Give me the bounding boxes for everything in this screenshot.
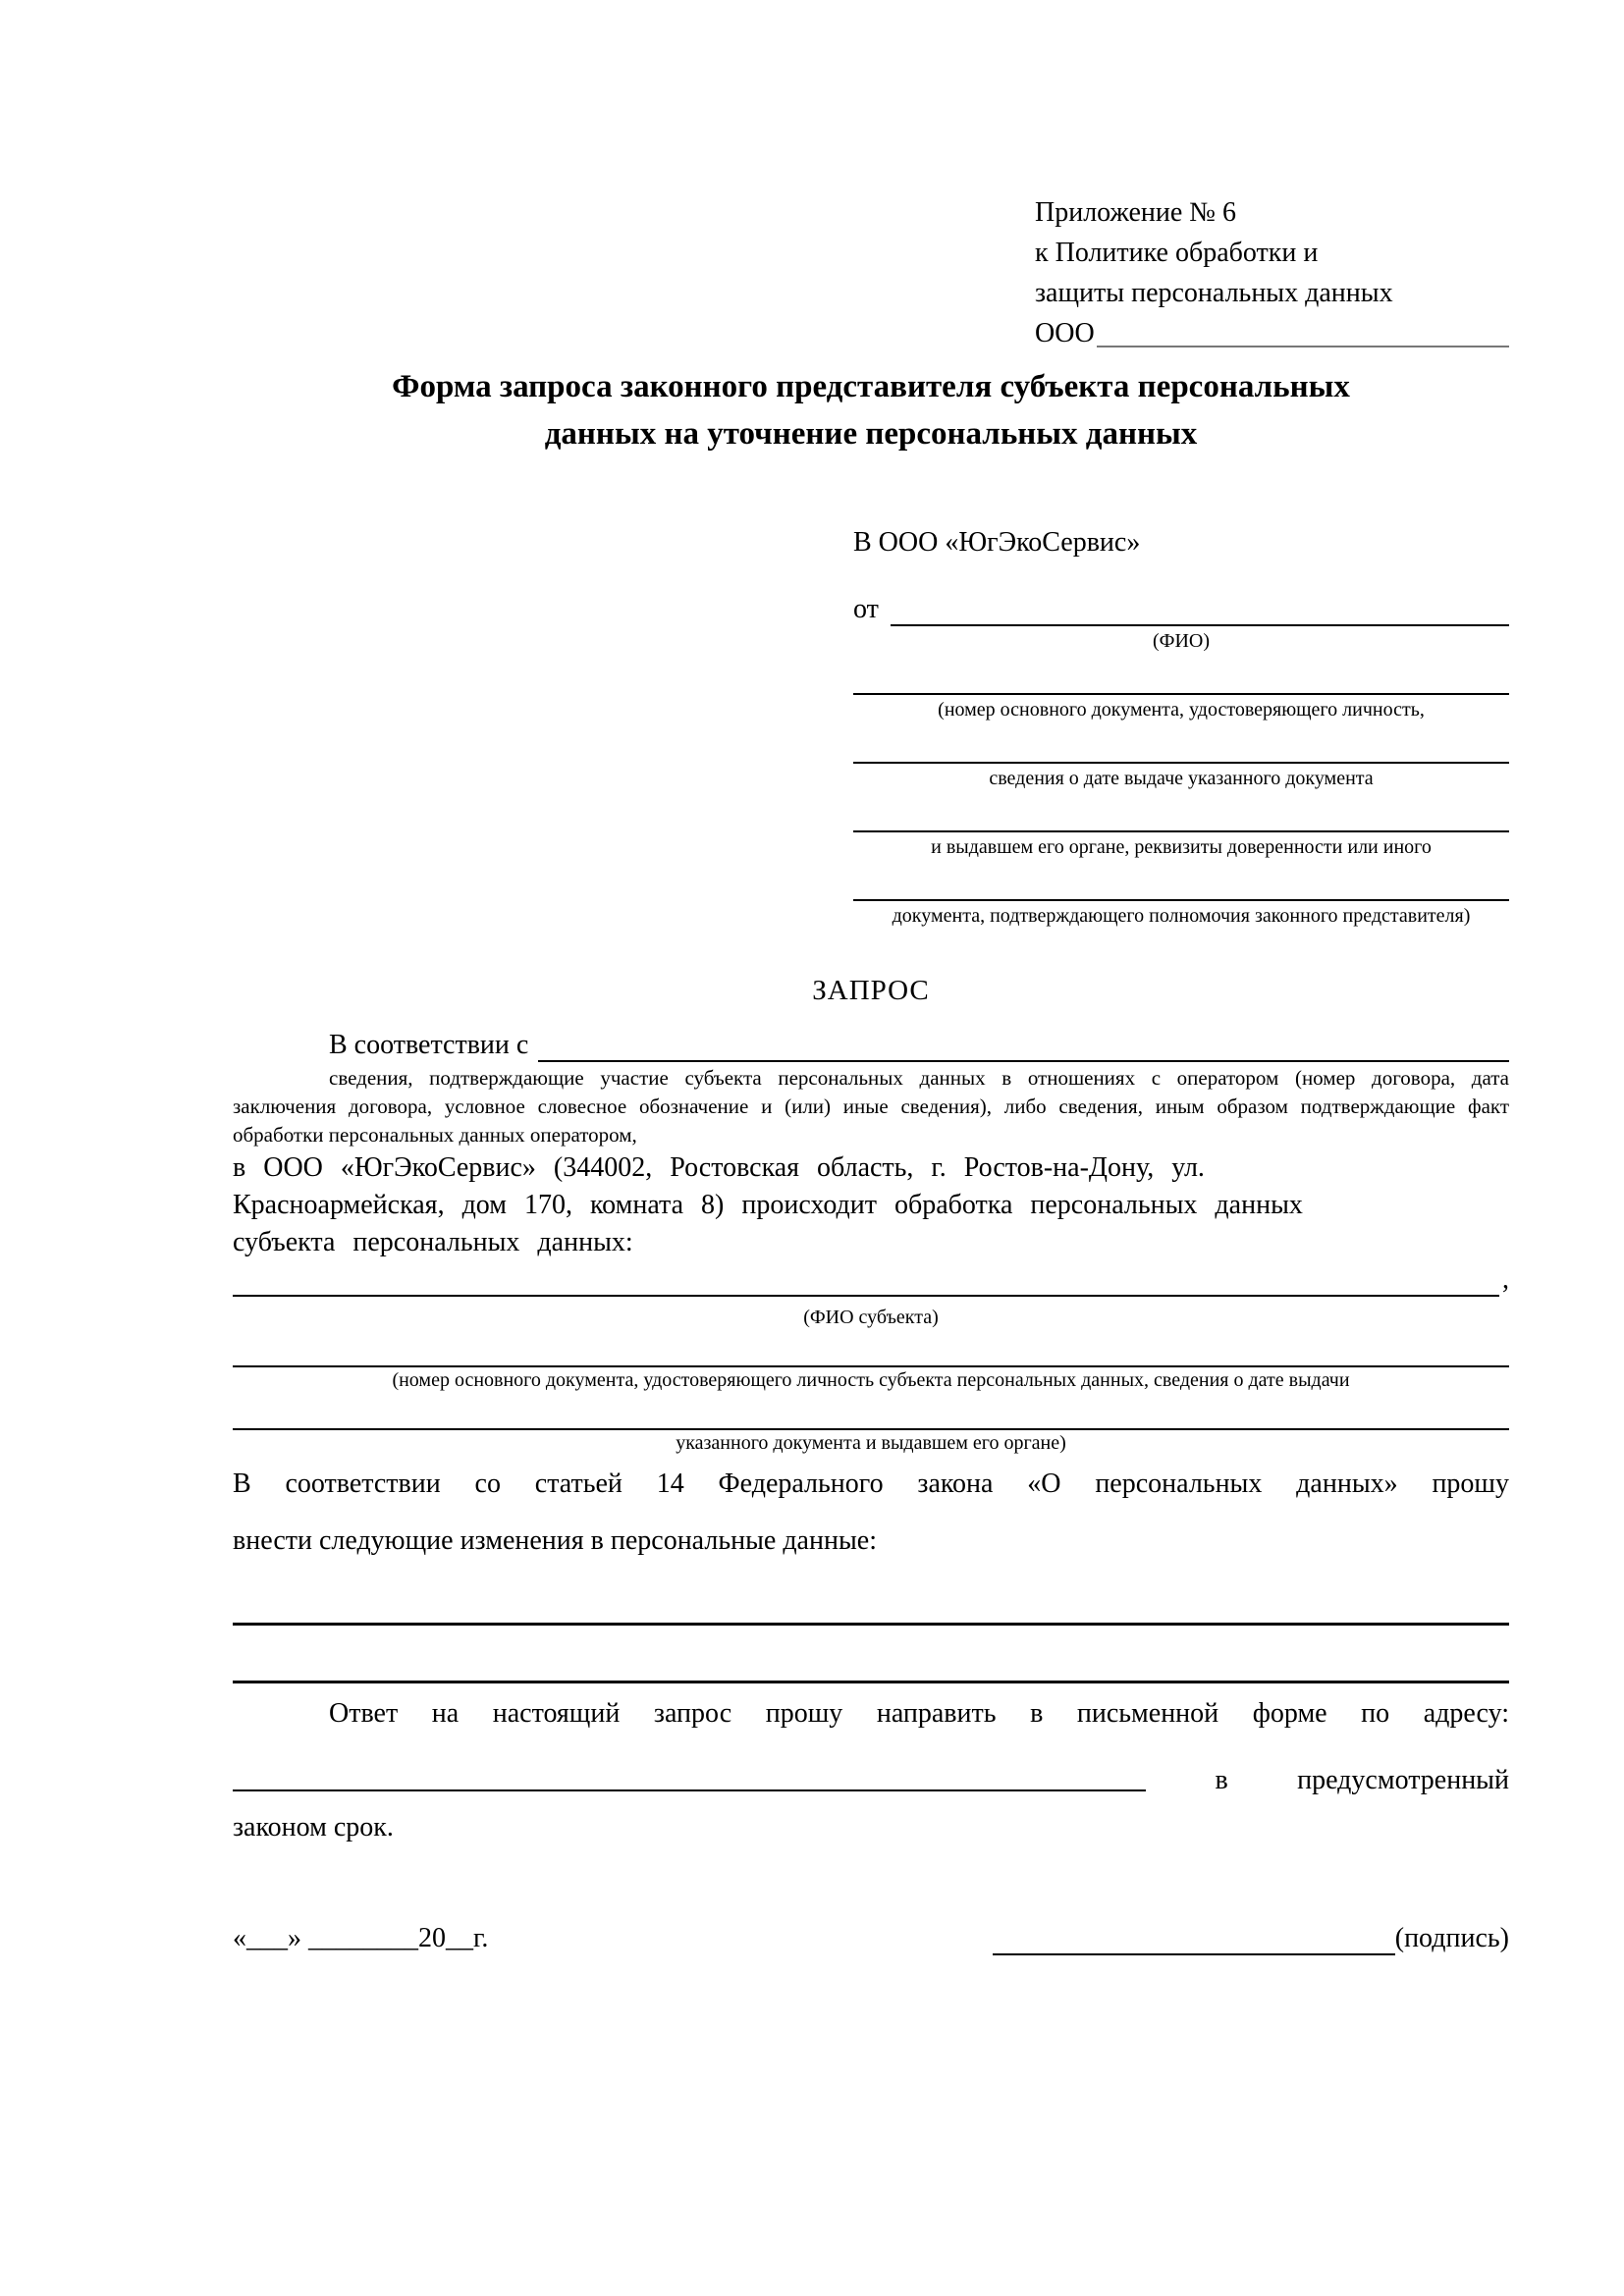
doc-issue-date-blank-line xyxy=(853,722,1509,764)
subject-doc-caption-1: (номер основного документа, удостоверяющего личность субъекта персональных данных, сведения о дате выдачи xyxy=(392,1369,1350,1391)
answer-word-tail: предусмотренный xyxy=(1297,1765,1509,1795)
field-caption-3: и выдавшем его органе, реквизиты доверенности или иного xyxy=(931,836,1432,858)
answer-word-v: в xyxy=(1215,1765,1228,1795)
note-line-2: заключения договора, условное словесное обозначение и (или) иные сведения), либо сведения, иным образом подтверждающие факт xyxy=(233,1095,1509,1118)
address-blank-line xyxy=(233,1789,1146,1791)
accordance-note xyxy=(233,1064,1509,1149)
subject-fio-blank-line xyxy=(233,1263,1499,1297)
from-label: от xyxy=(853,594,879,624)
authority-doc-blank-line xyxy=(853,860,1509,901)
signature-blank-line xyxy=(993,1926,1395,1955)
operator-line-1: в ООО «ЮгЭкоСервис» (344002, Ростовская область, г. Ростов-на-Дону, ул. xyxy=(233,1152,1205,1183)
subject-fio-caption: (ФИО субъекта) xyxy=(803,1307,939,1328)
annex-line-1: Приложение № 6 xyxy=(1035,197,1236,228)
field-caption-1: (номер основного документа, удостоверяющего личность, xyxy=(938,699,1425,721)
article-paragraph xyxy=(233,1456,1509,1570)
form-title-line-2: данных на уточнение персональных данных xyxy=(544,416,1198,452)
from-blank-line xyxy=(891,624,1509,626)
accordance-row xyxy=(233,1029,1509,1062)
operator-paragraph xyxy=(233,1149,1509,1261)
answer-line-1: Ответ на настоящий запрос прошу направить в письменной форме по адресу: xyxy=(329,1698,1509,1729)
answer-line-3: законом срок. xyxy=(233,1812,394,1842)
annex-note xyxy=(1035,192,1509,353)
subject-doc-caption-2: указанного документа и выдавшем его органе) xyxy=(676,1432,1066,1454)
from-row xyxy=(853,593,1509,626)
operator-line-2: Красноармейская, дом 170, комната 8) происходит обработка персональных данных xyxy=(233,1190,1303,1220)
field-caption-4: документа, подтверждающего полномочия законного представителя) xyxy=(892,905,1471,927)
subject-doc-blank-line-1 xyxy=(233,1330,1509,1367)
ooo-label: ООО xyxy=(1035,318,1095,348)
ooo-blank-line xyxy=(1097,346,1509,347)
accordance-blank-line xyxy=(538,1060,1509,1062)
changes-blank-line-2 xyxy=(233,1681,1509,1683)
signature-group xyxy=(993,1922,1509,1955)
accordance-prefix: В соответствии с xyxy=(329,1030,529,1060)
annex-line-3: защиты персональных данных xyxy=(1035,278,1393,308)
operator-line-3: субъекта персональных данных: xyxy=(233,1227,633,1257)
article-line-1: В соответствии со статьей 14 Федерального закона «О персональных данных» прошу xyxy=(233,1468,1509,1499)
subject-doc-blank-line-2 xyxy=(233,1393,1509,1430)
fio-caption: (ФИО) xyxy=(1152,630,1210,652)
form-title xyxy=(233,363,1509,457)
subject-fio-row xyxy=(233,1263,1509,1297)
date-placeholder: «___» ________20__г. xyxy=(233,1923,489,1953)
subject-fio-comma: , xyxy=(1502,1264,1509,1295)
request-heading: ЗАПРОС xyxy=(812,975,930,1006)
field-caption-2: сведения о дате выдаче указанного документа xyxy=(989,768,1374,789)
addressee-to: В ООО «ЮгЭкоСервис» xyxy=(853,527,1141,558)
answer-paragraph xyxy=(233,1685,1509,1856)
article-line-2: внести следующие изменения в персональные данные: xyxy=(233,1525,877,1556)
date-signature-row xyxy=(233,1922,1509,1955)
changes-blank-line-1 xyxy=(233,1623,1509,1626)
form-title-line-1: Форма запроса законного представителя субъекта персональных xyxy=(392,369,1350,404)
answer-address-row xyxy=(233,1742,1509,1799)
annex-line-2: к Политике обработки и xyxy=(1035,238,1319,268)
note-line-1: сведения, подтверждающие участие субъекта персональных данных в отношениях с оператором (номер договора, дата xyxy=(329,1066,1509,1090)
issuing-authority-blank-line xyxy=(853,791,1509,832)
addressee-block xyxy=(853,526,1509,929)
annex-ooo-row xyxy=(1035,313,1509,353)
representative-doc-blank-line xyxy=(853,654,1509,695)
note-line-3: обработки персональных данных оператором, xyxy=(233,1123,637,1147)
signature-caption: (подпись) xyxy=(1394,1923,1509,1953)
